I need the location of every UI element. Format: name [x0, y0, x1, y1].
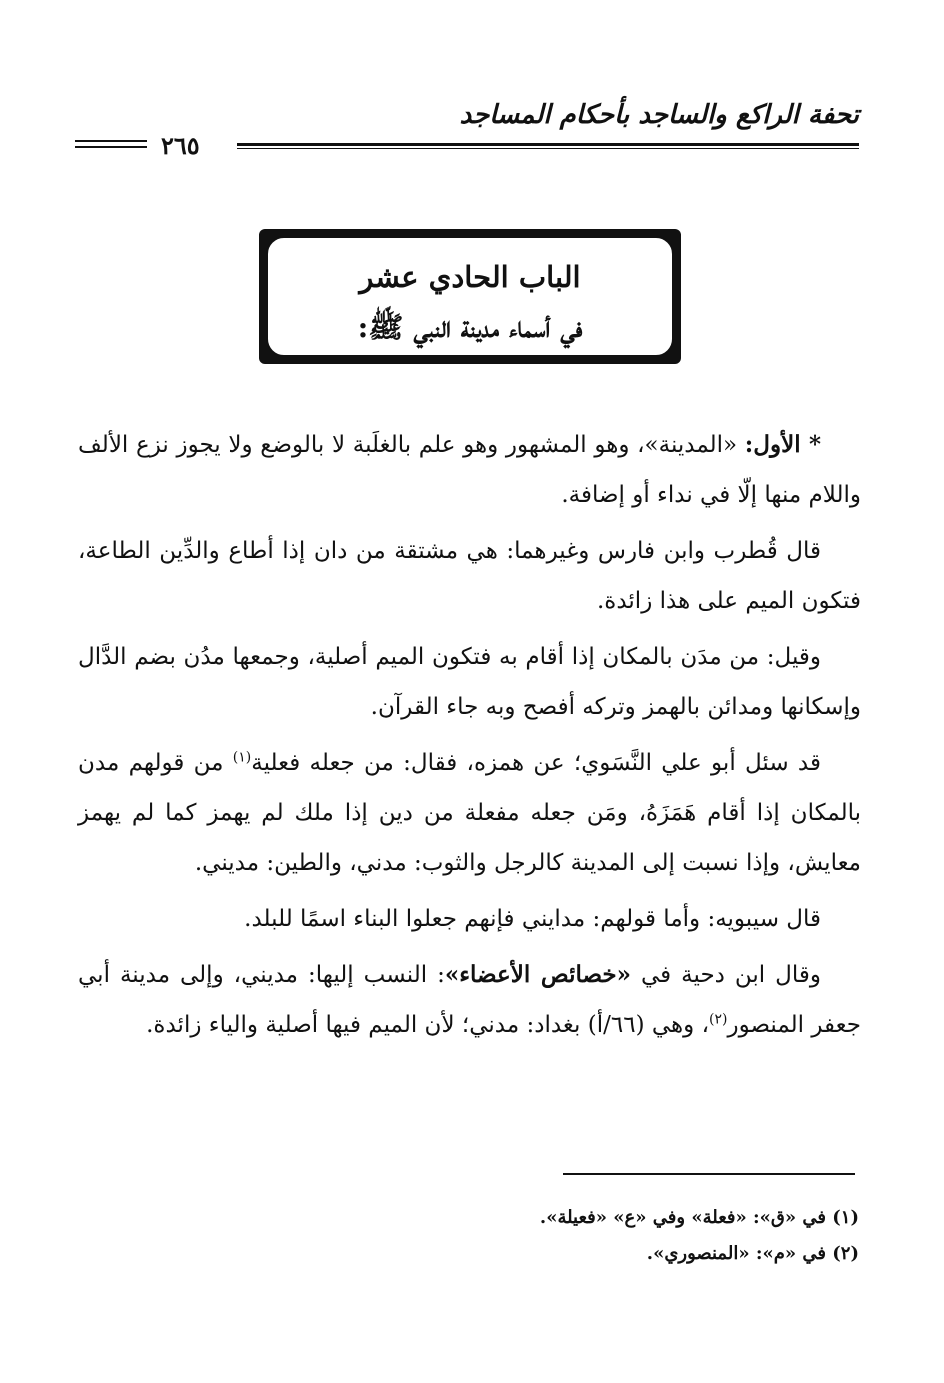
- header-rule-thin: [237, 148, 859, 149]
- paragraph-6-text-b: : النسب إليها: مديني، وإلى مدينة أبي جعفر المنصور: [78, 962, 861, 1038]
- paragraph-1: [78, 420, 861, 520]
- paragraph-3: وقيل: من مدَن بالمكان إذا أقام به فتكون الميم أصلية، وجمعها مدُن بضم الدَّال وإسكانها ومدائن بالهمز وتركه أفصح وبه جاء القرآن.: [78, 644, 861, 720]
- paragraph-4: [78, 738, 861, 888]
- footnote-ref-2: (٢): [709, 1011, 728, 1028]
- page-header: [75, 95, 859, 160]
- paragraph-4-text-b: من قولهم مدن بالمكان إذا أقام هَمَزَهُ، ومَن جعله مفعلة من دين إذا ملك لم يهمز كما لم يهمز معايش، وإذا نسبت إلى المدينة كالرجل والثوب: مدني، والطين: مديني.: [78, 750, 861, 876]
- chapter-number: الباب الحادي عشر: [359, 260, 581, 294]
- paragraph-2: قال قُطرب وابن فارس وغيرهما: هي مشتقة من دان إذا أطاع والدِّين الطاعة، فتكون الميم على هذا زائدة.: [78, 538, 861, 614]
- page-number-rule-2: [75, 146, 147, 148]
- chapter-heading-inner: [266, 236, 674, 357]
- paragraph-1-text: «المدينة»، وهو المشهور وهو علم بالغلَبة لا بالوضع ولا يجوز نزع الألف واللام منها إلّا في نداء أو إضافة.: [78, 432, 861, 508]
- footnotes: [78, 1200, 859, 1272]
- chapter-title: في أسماء مدينة النبي ﷺ:: [357, 310, 583, 344]
- chapter-heading-frame: [259, 229, 681, 364]
- paragraph-4-text-a: قد سئل أبو علي النَّسَوي؛ عن همزه، فقال: من جعله فعلية: [251, 750, 821, 776]
- section-marker: * الأول:: [744, 431, 821, 458]
- paragraph-6-text-a: وقال ابن دحية في: [631, 962, 821, 988]
- paragraph-6: [78, 950, 861, 1050]
- footnote-ref-1: (١): [232, 749, 252, 766]
- footnote-separator: [563, 1173, 855, 1175]
- footnote-2: (٢) في «م»: «المنصوري».: [646, 1243, 859, 1264]
- paragraph-6-text-c: ، وهي (٦٦/أ) بغداد: مدني؛ لأن الميم فيها أصلية والياء زائدة.: [146, 1012, 709, 1038]
- cited-book-title: «خصائص الأعضاء»: [444, 961, 632, 988]
- page-number: ٢٦٥: [161, 131, 200, 160]
- header-rule: [237, 143, 859, 146]
- paragraph-5: قال سيبويه: وأما قولهم: مدايني فإنهم جعلوا البناء اسمًا للبلد.: [244, 906, 821, 932]
- main-text: [78, 420, 861, 1056]
- running-title: تحفة الراكع والساجد بأحكام المساجد: [459, 100, 859, 130]
- page-number-rule: [75, 140, 147, 142]
- footnote-1: (١) في «ق»: «فعلة» وفي «ع» «فعيلة».: [539, 1207, 859, 1228]
